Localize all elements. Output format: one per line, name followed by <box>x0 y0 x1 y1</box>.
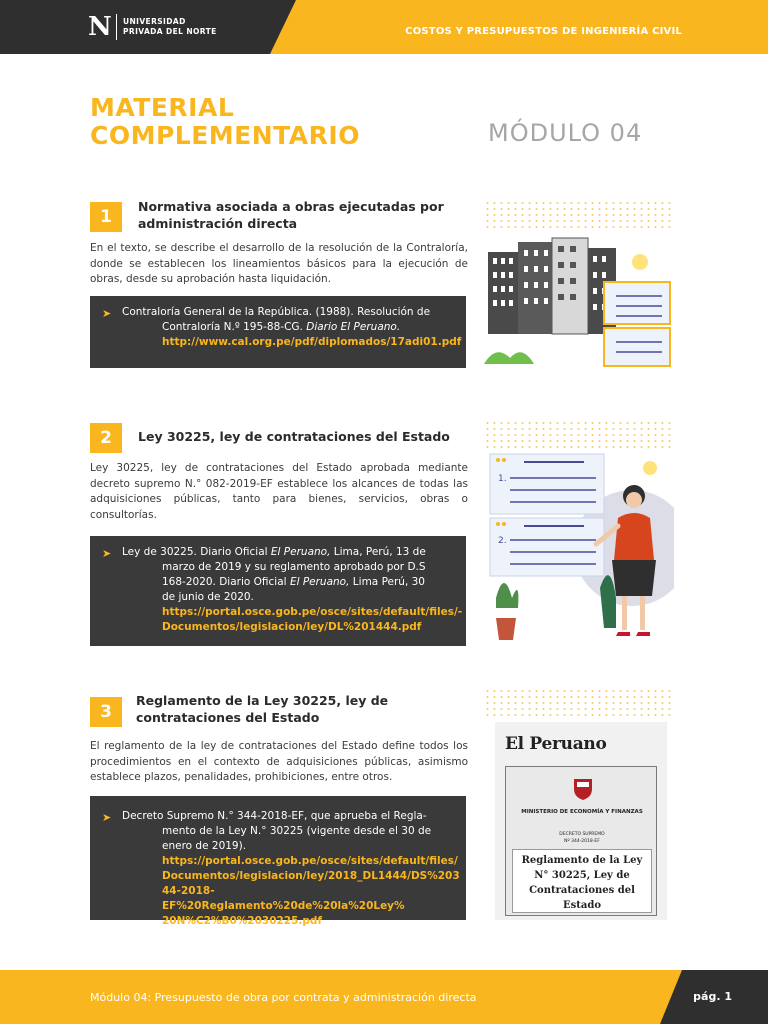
buildings-illustration <box>484 232 674 372</box>
arrow-icon: ➤ <box>102 547 112 560</box>
footer-text: Módulo 04: Presupuesto de obra por contrata y administración directa <box>90 991 477 1004</box>
reference-line: 168-2020. Diario Oficial El Peruano, Lima Perú, 30 <box>162 576 425 588</box>
newspaper-masthead: El Peruano <box>505 734 607 754</box>
newspaper-decree: DECRETO SUPREMO Nº 344-2018-EF <box>559 832 605 844</box>
reference-line: Contraloría N.º 195-88-CG. Diario El Peruano. <box>162 321 401 333</box>
reference-text-1 <box>122 305 462 350</box>
reference-line: Ley de 30225. Diario Oficial El Peruano, Lima, Perú, 13 de <box>122 546 426 558</box>
page-title <box>90 94 470 150</box>
arrow-icon: ➤ <box>102 307 112 320</box>
reference-box-1 <box>90 296 466 368</box>
reference-line: mento de la Ley N.° 30225 (vigente desde el 30 de <box>162 825 432 837</box>
logo-line-1: UNIVERSIDAD <box>123 17 186 26</box>
reference-link-2[interactable]: https://portal.osce.gob.pe/osce/sites/default/files/- Documentos/legislacion/ley/DL%201444.pdf <box>162 606 463 633</box>
reference-line: Decreto Supremo N.° 344-2018-EF, que aprueba el Regla- <box>122 810 427 822</box>
reference-line: marzo de 2019 y su reglamento aprobado por D.S <box>162 561 426 573</box>
newspaper-title-box: Reglamento de la Ley N° 30225, Ley de Contrataciones del Estado <box>512 849 652 913</box>
reference-text-3 <box>122 809 460 929</box>
reference-link-1[interactable]: http://www.cal.org.pe/pdf/diplomados/17adi01.pdf <box>162 336 462 348</box>
dot-pattern <box>484 420 674 450</box>
newspaper-image <box>495 722 667 920</box>
reference-line: enero de 2019). <box>162 840 247 852</box>
reference-text-2 <box>122 545 463 635</box>
section-title-2: Ley 30225, ley de contrataciones del Estado <box>138 429 450 444</box>
svg-text:2.: 2. <box>498 536 507 546</box>
university-logo[interactable] <box>88 13 233 41</box>
section-description-3: El reglamento de la ley de contrataciones del Estado define todos los procedimientos en el contexto de adquisiciones públicas, asimismo establece plazos, penalidades, prohibiciones, entre otros. <box>90 740 468 783</box>
reference-link-3[interactable]: https://portal.osce.gob.pe/osce/sites/default/files/ Documentos/legislacion/ley/2018_DL1444/DS%203 44-2018-EF%20Reglamento%20de%20la%20Ley% 20N%C2%B0%2030225.pdf <box>162 855 460 927</box>
coat-of-arms-icon <box>572 775 594 801</box>
dot-pattern <box>484 688 674 718</box>
upn-logo-icon: N <box>88 12 112 42</box>
page-title-line-2: COMPLEMENTARIO <box>90 121 360 150</box>
section-title-1: Normativa asociada a obras ejecutadas por administración directa <box>138 199 444 231</box>
section-number-1: 1 <box>90 202 122 232</box>
dot-pattern <box>484 200 674 228</box>
module-label: MÓDULO 04 <box>488 119 643 147</box>
reference-box-3 <box>90 796 466 927</box>
reference-box-2 <box>90 536 466 646</box>
svg-text:1.: 1. <box>498 474 507 484</box>
header-bar <box>0 0 768 54</box>
section-description-2: Ley 30225, ley de contrataciones del Estado aprobada mediante decreto supremo N.° 082-2019-EF establece los alcances de todas las adquisiciones públicas, tanto para bienes, servicios, obras o consultorías. <box>90 462 468 521</box>
reference-line: de junio de 2020. <box>162 591 254 603</box>
section-title-3: Reglamento de la Ley 30225, ley de contrataciones del Estado <box>136 693 389 725</box>
arrow-icon: ➤ <box>102 811 112 824</box>
section-number-2: 2 <box>90 423 122 453</box>
presenter-illustration <box>484 448 674 648</box>
page-number: pág. 1 <box>693 990 732 1003</box>
section-number-3: 3 <box>90 697 122 727</box>
logo-line-2: PRIVADA DEL NORTE <box>123 27 217 36</box>
section-description-1: En el texto, se describe el desarrollo de la resolución de la Contraloría, donde se establecen los lineamientos básicos para la ejecución de obras, desde su aprobación hasta liquidación. <box>90 242 468 285</box>
reference-line: Contraloría General de la República. (1988). Resolución de <box>122 306 431 318</box>
logo-text <box>123 17 233 37</box>
newspaper-ministry: MINISTERIO DE ECONOMÍA Y FINANZAS <box>521 809 643 815</box>
newspaper-page <box>505 766 657 916</box>
footer-bar <box>0 970 768 1024</box>
page-title-line-1: MATERIAL <box>90 93 235 122</box>
course-title: COSTOS Y PRESUPUESTOS DE INGENIERÍA CIVIL <box>405 26 682 37</box>
logo-divider <box>116 14 117 40</box>
